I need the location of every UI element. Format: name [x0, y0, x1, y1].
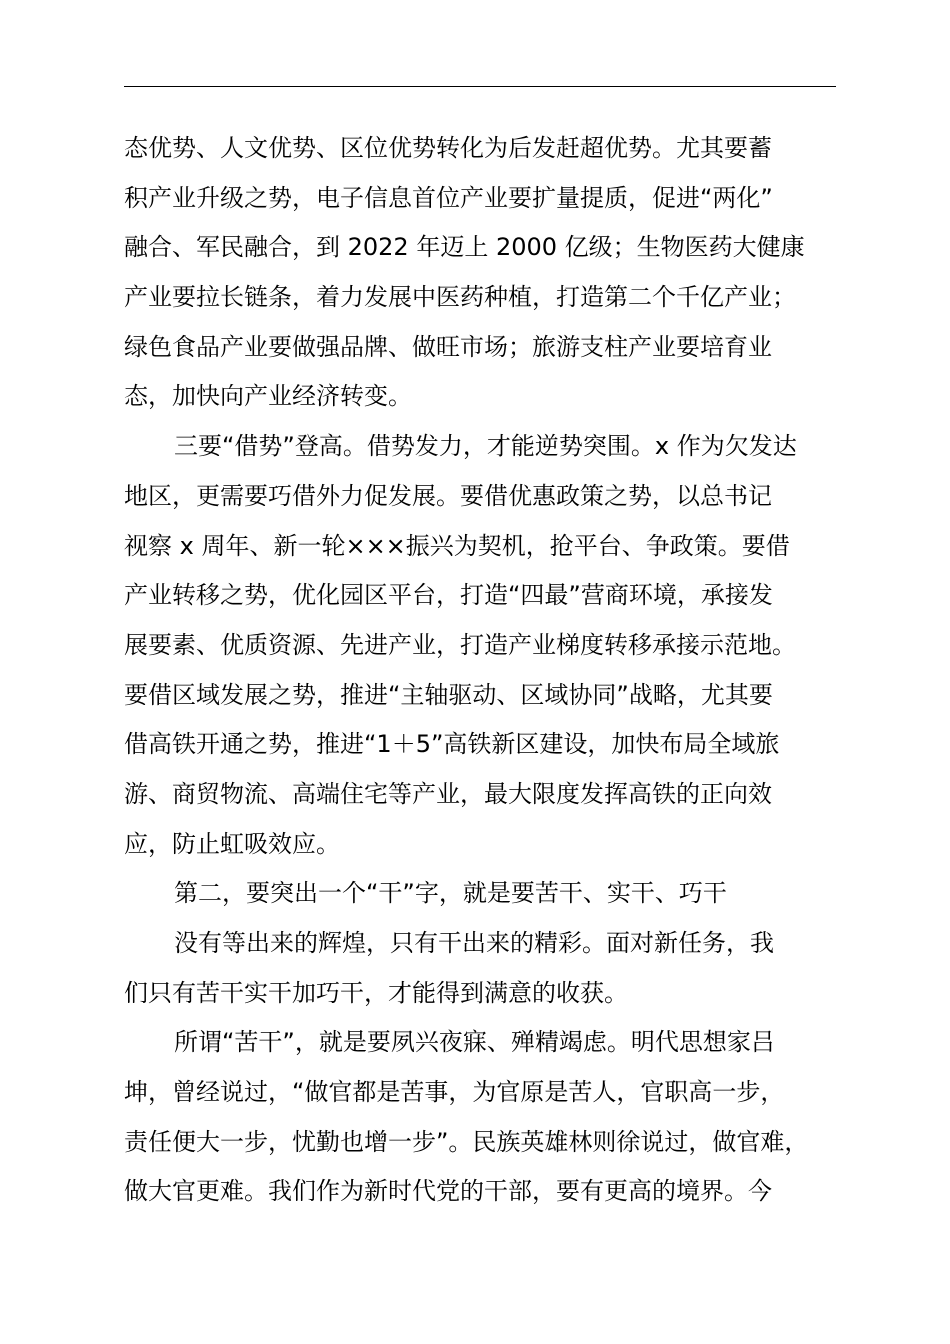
section-heading: 第二，要突出一个“干”字，就是要苦干、实干、巧干 — [174, 879, 727, 908]
text-line: 做大官更难。我们作为新时代党的干部，要有更高的境界。今 — [124, 1177, 772, 1206]
text-line: 态，加快向产业经济转变。 — [124, 382, 412, 411]
text-line: 坤，曾经说过，“做官都是苦事，为官原是苦人，官职高一步， — [124, 1078, 785, 1107]
text-line: 视察 x 周年、新一轮×××振兴为契机，抢平台、争政策。要借 — [124, 531, 790, 560]
text-line: 地区，更需要巧借外力促发展。要借优惠政策之势，以总书记 — [124, 481, 772, 510]
text-line: 借高铁开通之势，推进“1＋5”高铁新区建设，加快布局全域旅 — [124, 730, 780, 759]
text-line: 游、商贸物流、高端住宅等产业，最大限度发挥高铁的正向效 — [124, 779, 772, 808]
paragraph-start-line: 三要“借势”登高。借势发力，才能逆势突围。x 作为欠发达 — [174, 432, 797, 461]
text-line: 产业要拉长链条，着力发展中医药种植，打造第二个千亿产业； — [124, 283, 796, 312]
text-line: 责任便大一步，忧勤也增一步”。民族英雄林则徐说过，做官难， — [124, 1127, 809, 1156]
text-line: 要借区域发展之势，推进“主轴驱动、区域协同”战略，尤其要 — [124, 680, 773, 709]
text-line: 展要素、优质资源、先进产业，打造产业梯度转移承接示范地。 — [124, 630, 796, 659]
text-line: 产业转移之势，优化园区平台，打造“四最”营商环境，承接发 — [124, 581, 773, 610]
paragraph-start-line: 没有等出来的辉煌，只有干出来的精彩。面对新任务，我 — [174, 929, 774, 957]
header-rule — [124, 86, 836, 87]
text-line: 们只有苦干实干加巧干，才能得到满意的收获。 — [124, 978, 628, 1007]
paragraph-start-line: 所谓“苦干”，就是要夙兴夜寐、殚精竭虑。明代思想家吕 — [174, 1028, 775, 1057]
text-line: 绿色食品产业要做强品牌、做旺市场；旅游支柱产业要培育业 — [124, 332, 772, 361]
text-line: 融合、军民融合，到 2022 年迈上 2000 亿级；生物医药大健康 — [124, 233, 805, 262]
text-line: 积产业升级之势，电子信息首位产业要扩量提质，促进“两化” — [124, 183, 773, 212]
body-text — [124, 124, 840, 1217]
text-line: 态优势、人文优势、区位优势转化为后发赶超优势。尤其要蓄 — [124, 134, 772, 162]
text-line: 应，防止虹吸效应。 — [124, 829, 340, 858]
